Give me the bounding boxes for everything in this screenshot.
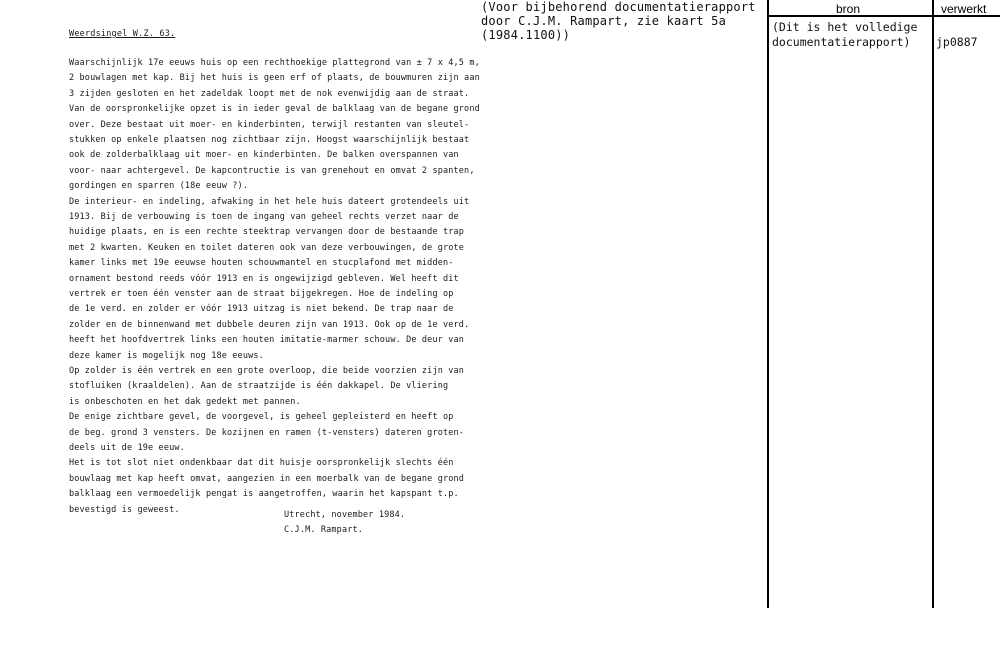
body-line: De interieur- en indeling, afwaking in het hele huis dateert grotendeels uit <box>69 196 470 207</box>
verwerkt-cell-value: jp0887 <box>936 35 978 49</box>
bron-cell-line: documentatierapport) <box>772 35 911 49</box>
body-line: kamer links met 19e eeuwse houten schouwmantel en stucplafond met midden- <box>69 258 454 269</box>
body-line: vertrek er toen één venster aan de straat bijgekregen. Hoe de indeling op <box>69 289 454 299</box>
document-heading: Weerdsingel W.Z. 63. <box>69 29 176 39</box>
column-header-verwerkt: verwerkt <box>941 2 987 16</box>
body-line: bevestigd is geweest. <box>69 504 180 515</box>
annotation-line: (1984.1100)) <box>481 28 571 42</box>
body-line: de beg. grond 3 vensters. De kozijnen en ramen (t-vensters) dateren groten- <box>69 427 465 438</box>
body-line: De enige zichtbare gevel, de voorgevel, is geheel gepleisterd en heeft op <box>69 412 454 423</box>
body-line: 3 zijden gesloten en het zadeldak loopt met de nok evenwijdig aan de straat. <box>69 88 470 99</box>
body-line: stofluiken (kraaldelen). Aan de straatzijde is één dakkapel. De vliering <box>69 381 449 392</box>
annotation-line: (Voor bijbehorend documentatierapport <box>481 0 756 14</box>
body-line: bouwlaag met kap heeft omvat, aangezien in een moerbalk van de begane grond <box>69 473 465 484</box>
place-date: Utrecht, november 1984. <box>284 510 406 520</box>
body-line: de 1e verd. en zolder er vóór 1913 uitzag is niet bekend. De trap naar de <box>69 304 454 315</box>
body-line: Waarschijnlijk 17e eeuws huis op een rechthoekige plattegrond van ± 7 x 4,5 m, <box>69 58 480 68</box>
body-line: gordingen en sparren (18e eeuw ?). <box>69 181 249 192</box>
table-left-border <box>767 0 769 608</box>
body-line: zolder en de binnenwand met dubbele deuren zijn van 1913. Ook op de 1e verd. <box>69 319 470 330</box>
body-line: over. Deze bestaat uit moer- en kinderbinten, terwijl restanten van sleutel- <box>69 119 470 130</box>
body-line: ook de zolderbalklaag uit moer- en kinderbinten. De balken overspannen van <box>69 150 459 161</box>
body-line: stukken op enkele plaatsen nog zichtbaar zijn. Hoogst waarschijnlijk bestaat <box>69 135 470 145</box>
body-line: balklaag een vermoedelijk pengat is aangetroffen, waarin het kapspant t.p. <box>69 489 459 500</box>
body-line: Van de oorspronkelijke opzet is in ieder geval de balklaag van de begane grond <box>69 104 480 115</box>
table-column-divider <box>932 0 934 608</box>
author-signature: C.J.M. Rampart. <box>284 525 364 535</box>
bron-cell-line: (Dit is het volledige <box>772 20 918 34</box>
body-line: ornament bestond reeds vóór 1913 en is ongewijzigd gebleven. Wel heeft dit <box>69 273 459 284</box>
body-line: Op zolder is één vertrek en een grote overloop, die beide voorzien zijn van <box>69 366 465 376</box>
column-header-bron: bron <box>836 2 861 16</box>
body-line: Het is tot slot niet ondenkbaar dat dit huisje oorspronkelijk slechts één <box>69 458 454 469</box>
body-line: heeft het hoofdvertrek links een houten imitatie-marmer schouw. De deur van <box>69 335 465 346</box>
body-line: huidige plaats, en is een rechte steektrap vervangen door de bestaande trap <box>69 227 465 238</box>
body-line: met 2 kwarten. Keuken en toilet dateren ook van deze verbouwingen, de grote <box>69 242 465 253</box>
body-line: deze kamer is mogelijk nog 18e eeuws. <box>69 350 264 361</box>
annotation-line: door C.J.M. Rampart, zie kaart 5a <box>481 14 727 28</box>
body-line: deels uit de 19e eeuw. <box>69 443 185 453</box>
body-line: is onbeschoten en het dak gedekt met pannen. <box>69 396 301 407</box>
body-line: 1913. Bij de verbouwing is toen de ingang van geheel rechts verzet naar de <box>69 212 459 222</box>
body-line: voor- naar achtergevel. De kapcontructie is van grenehout en omvat 2 spanten, <box>69 165 475 176</box>
body-line: 2 bouwlagen met kap. Bij het huis is geen erf of plaats, de bouwmuren zijn aan <box>69 73 480 84</box>
